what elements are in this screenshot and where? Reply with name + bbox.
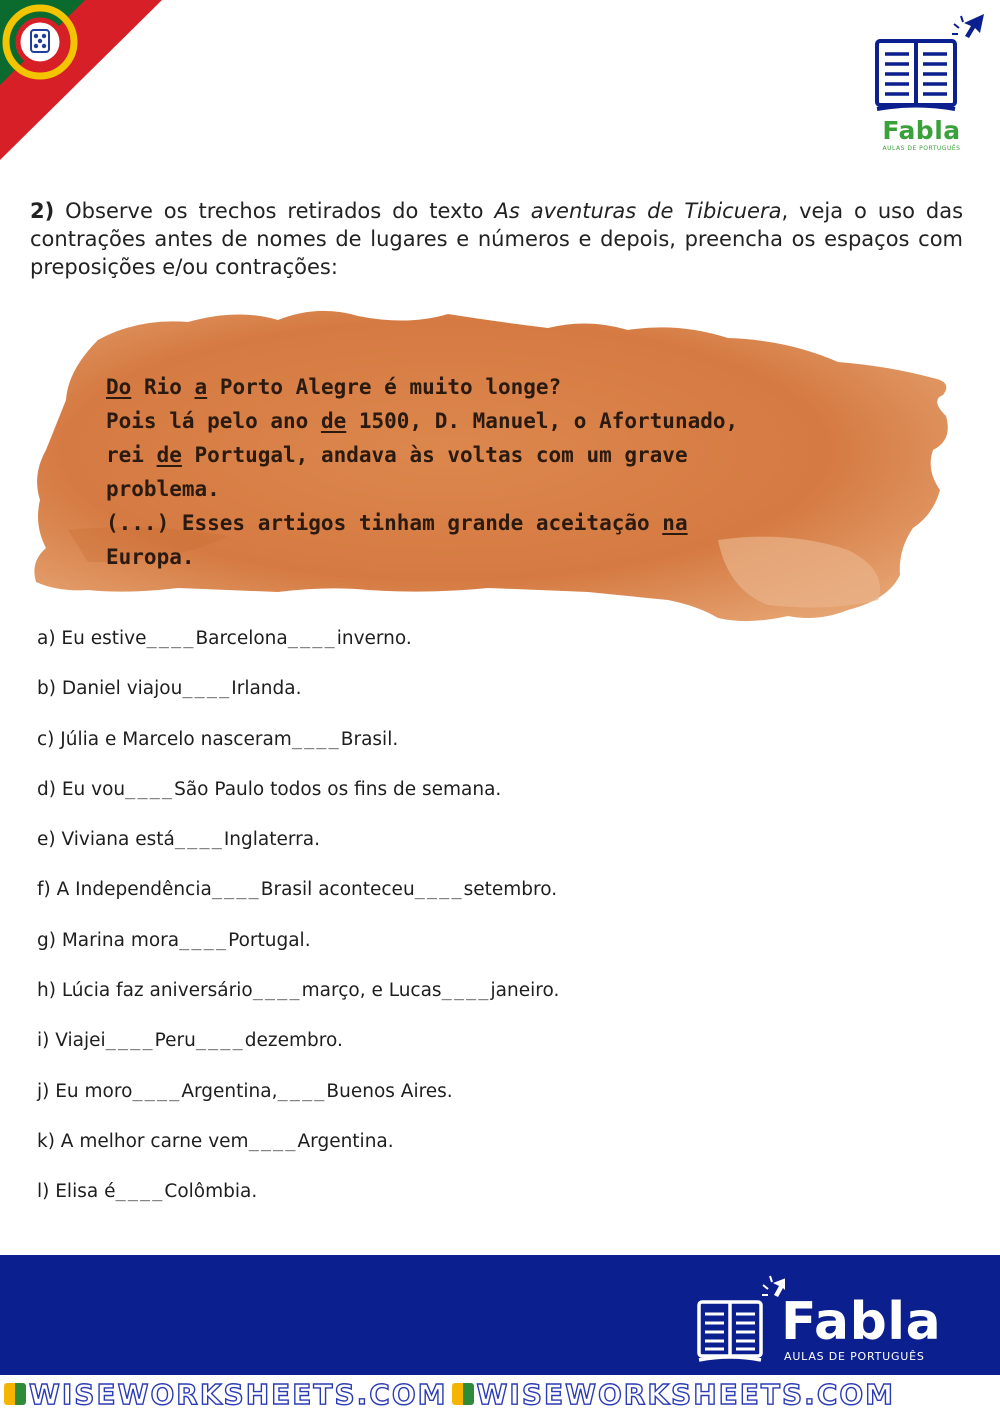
answer-blank[interactable]: ____	[211, 880, 261, 901]
answer-blank[interactable]: ____	[179, 930, 229, 951]
answer-blank[interactable]: ____	[277, 1081, 327, 1102]
exercise-item: i) Viajei____Peru____dezembro.	[37, 1027, 937, 1077]
brand-name: Fabla	[882, 116, 961, 145]
watermark-text: WISEWORKSHEETS.COM	[29, 1378, 448, 1411]
exercise-item: a) Eu estive____Barcelona____inverno.	[37, 625, 937, 675]
footer-brand-name: Fabla	[781, 1292, 942, 1352]
exercise-item: j) Eu moro____Argentina,____Buenos Aires.	[37, 1078, 937, 1128]
excerpt-line: Do Rio a Porto Alegre é muito longe?	[106, 375, 562, 399]
exercise-item: k) A melhor carne vem____Argentina.	[37, 1128, 937, 1178]
watermark-unit	[448, 1375, 896, 1414]
instruction-text	[30, 197, 963, 281]
answer-blank[interactable]: ____	[125, 779, 175, 800]
wise-logo-icon	[4, 1383, 26, 1405]
fabla-logo	[868, 14, 986, 152]
exercise-item: f) A Independência____Brasil aconteceu____setembro.	[37, 876, 937, 926]
portugal-flag-icon	[0, 0, 165, 160]
text-excerpt	[106, 370, 956, 574]
answer-blank[interactable]: ____	[115, 1182, 165, 1203]
instruction-part: , veja o uso das contrações antes de nomes de lugares e números e depois, preencha os espaços com preposições e/ou contrações:	[30, 199, 964, 279]
book-title: As aventuras de Tibicuera	[494, 199, 782, 223]
answer-blank[interactable]: ____	[287, 629, 337, 649]
watermark-strip	[0, 1375, 1000, 1414]
instruction-part: Observe os trechos retirados do texto	[65, 199, 484, 223]
exercise-item: c) Júlia e Marcelo nasceram____Brasil.	[37, 726, 937, 776]
question-number: 2)	[30, 199, 55, 223]
answer-blank[interactable]: ____	[132, 1081, 182, 1102]
watermark-unit	[0, 1375, 448, 1414]
answer-blank[interactable]: ____	[195, 1031, 245, 1052]
exercise-item: l) Elisa é____Colômbia.	[37, 1178, 937, 1228]
exercise-item: g) Marina mora____Portugal.	[37, 927, 937, 977]
answer-blank[interactable]: ____	[146, 629, 196, 649]
wise-logo-icon	[452, 1383, 474, 1405]
excerpt-line: problema.	[106, 477, 220, 501]
answer-blank[interactable]: ____	[252, 981, 302, 1002]
answer-blank[interactable]: ____	[414, 880, 464, 901]
cursor-icon	[964, 14, 984, 38]
excerpt-line: (...) Esses artigos tinham grande aceitação na	[106, 511, 688, 535]
exercise-item: b) Daniel viajou____Irlanda.	[37, 675, 937, 725]
excerpt-line: Europa.	[106, 545, 195, 569]
watermark-text: WISEWORKSHEETS.COM	[476, 1378, 896, 1411]
answer-blank[interactable]: ____	[105, 1031, 155, 1052]
answer-blank[interactable]: ____	[441, 981, 491, 1002]
open-book-icon	[695, 1272, 785, 1372]
open-book-icon	[868, 14, 986, 118]
footer-logo	[695, 1272, 955, 1372]
answer-blank[interactable]: ____	[248, 1131, 298, 1152]
excerpt-line: rei de Portugal, andava às voltas com um grave	[106, 443, 688, 467]
exercise-item: h) Lúcia faz aniversário____março, e Lucas____janeiro.	[37, 977, 937, 1027]
exercise-item: e) Viviana está____Inglaterra.	[37, 826, 937, 876]
answer-blank[interactable]: ____	[174, 830, 224, 851]
exercise-item: d) Eu vou____São Paulo todos os fins de semana.	[37, 776, 937, 826]
excerpt-line: Pois lá pelo ano de 1500, D. Manuel, o Afortunado,	[106, 409, 739, 433]
footer-brand-tagline: AULAS DE PORTUGUÊS	[784, 1350, 925, 1363]
answer-blank[interactable]: ____	[182, 679, 232, 700]
exercise-list	[37, 625, 937, 1229]
answer-blank[interactable]: ____	[291, 729, 341, 750]
brand-tagline: AULAS DE PORTUGUÊS	[882, 145, 961, 152]
